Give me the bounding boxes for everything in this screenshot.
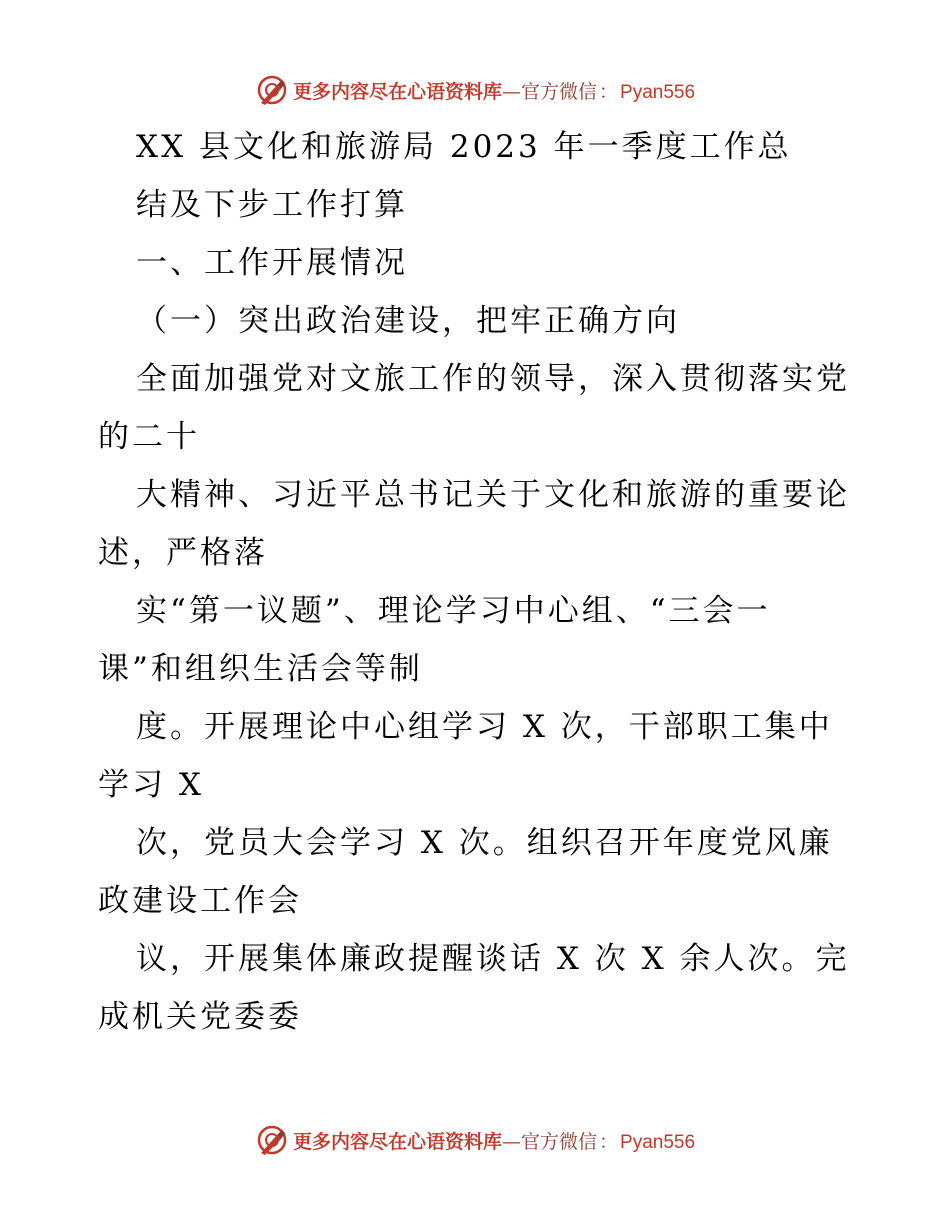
paragraph-line: 结及下步工作打算	[136, 187, 408, 223]
paragraph-line: 的二十	[98, 419, 200, 455]
paragraph-line: 度。开展理论中心组学习 X 次，干部职工集中	[136, 709, 833, 745]
paragraph-line: 成机关党委委	[98, 999, 302, 1035]
paragraph-line: 次，党员大会学习 X 次。组织召开年度党风廉	[136, 825, 833, 861]
paragraph-line: 全面加强党对文旅工作的领导，深入贯彻落实党	[136, 361, 850, 397]
banner-separator: ：	[599, 1130, 619, 1153]
paragraph-line: （一）突出政治建设，把牢正确方向	[136, 303, 680, 339]
banner-text	[293, 77, 695, 104]
banner-sub-text: 官方微信	[520, 1130, 597, 1153]
banner-sub-text: 官方微信	[520, 80, 597, 103]
pen-logo-icon	[255, 1123, 289, 1157]
banner-separator: ：	[599, 80, 619, 103]
paragraph-line: 政建设工作会	[98, 883, 302, 919]
banner-wechat-id: Pyan556	[620, 1131, 696, 1153]
header-banner	[0, 68, 950, 112]
banner-wechat-id: Pyan556	[620, 81, 696, 103]
pen-logo-icon	[255, 73, 289, 107]
paragraph-line: 一、工作开展情况	[136, 245, 408, 281]
footer-banner	[0, 1118, 950, 1162]
banner-main-text: 更多内容尽在心语资料库	[292, 80, 502, 103]
paragraph-line: 述，严格落	[98, 535, 268, 571]
paragraph-line: 实“第一议题”、理论学习中心组、“三会一	[136, 593, 771, 629]
paragraph-line: 议，开展集体廉政提醒谈话 X 次 X 余人次。完	[136, 941, 850, 977]
paragraph-line: 学习 X	[98, 767, 204, 803]
banner-dash: —	[501, 1130, 521, 1153]
paragraph-line: 大精神、习近平总书记关于文化和旅游的重要论	[136, 477, 850, 513]
paragraph-line: XX 县文化和旅游局 2023 年一季度工作总	[136, 129, 792, 165]
banner-text	[293, 1127, 695, 1154]
banner-main-text: 更多内容尽在心语资料库	[292, 1130, 502, 1153]
banner-dash: —	[501, 80, 521, 103]
paragraph-line: 课”和组织生活会等制	[98, 651, 423, 687]
document-body	[98, 118, 858, 1046]
